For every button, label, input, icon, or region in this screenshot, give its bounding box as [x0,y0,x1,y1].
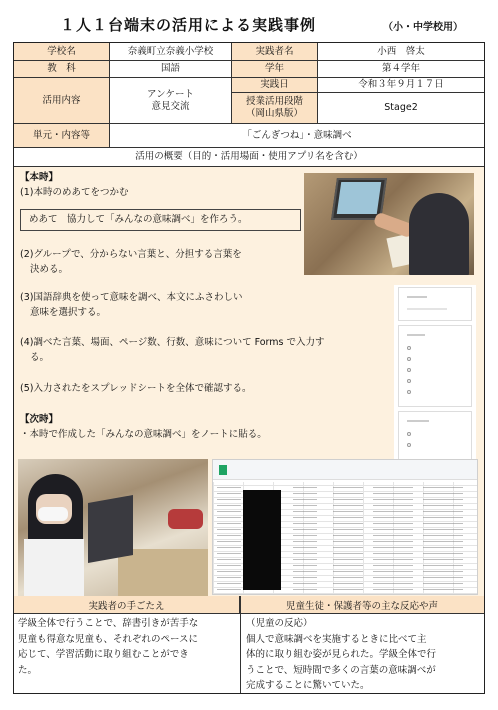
classroom-photo-student [18,459,208,597]
teacher-feedback-heading: 実践者の手ごたえ [14,596,240,614]
step-3-line2: 意味を選択する。 [30,307,107,318]
step-1: (1)本時のめあてをつかむ [20,187,129,198]
student-line: うことで、短時間で多くの言葉の意味調べが [246,664,436,676]
step-3-line1: (3)国語辞典を使って意味を調べ、本文にふさわしい [20,292,243,303]
unit-value: 「ごんぎつね」・意味調べ [110,124,484,148]
grade-label: 学年 [232,61,318,78]
overview-section [14,167,484,612]
spreadsheet-column [373,486,413,590]
spreadsheet-column [293,486,317,590]
classroom-photo-tablet [304,173,474,275]
spreadsheet-toolbar [213,460,477,480]
student-line: 完成することに驚いていた。 [246,680,370,691]
feedback-section [14,596,484,693]
spreadsheet-column [423,486,463,590]
teacher-value: 小西 啓太 [318,43,484,61]
jiji-label: 【次時】 [20,414,59,425]
school-value: 奈義町立奈義小学校 [110,43,232,61]
activity-value: アンケート 意見交流 [110,78,232,124]
activity-label: 活用内容 [14,78,110,124]
teacher-feedback-text [14,616,240,678]
teacher-line: 学級全体で行うことで、辞書引きが苦手な [18,618,199,629]
date-label: 実践日 [232,78,318,93]
subject-label: 教 科 [14,61,110,78]
spreadsheet-column [333,486,363,590]
date-value: 令和３年９月１７日 [318,78,484,93]
next-lesson: ・本時で作成した「みんなの意味調べ」をノートに貼る。 [20,429,267,440]
laptop-screen [337,182,381,214]
grade-value: 第４学年 [318,61,484,78]
mask-shape [38,507,68,521]
school-label: 学校名 [14,43,110,61]
page-title: １人１台端末の活用による実践事例 [60,16,317,34]
student-shape [409,193,469,275]
document-title [0,14,498,40]
page-subtitle: （小・中学校用） [383,22,463,33]
subject-value: 国語 [110,61,232,78]
form-page-card [398,411,472,461]
form-question-card [398,287,472,321]
desk-shape [118,549,208,597]
spreadsheet-screenshot [212,459,478,595]
unit-label: 単元・内容等 [14,124,110,148]
student-line: 個人で意味調べを実施するときに比べて主 [246,633,427,645]
sheets-icon [219,465,227,475]
student-shirt-shape [24,539,84,597]
step-4-line2: る。 [30,352,50,363]
stage-value: Stage2 [318,93,484,124]
divider [240,596,241,693]
redacted-names [243,490,281,590]
form-choice-card [398,325,472,407]
step-2-line1: (2)グループで、分からない言葉と、分担する言葉を [20,249,242,260]
report-sheet [13,42,485,694]
teacher-label: 実践者名 [232,43,318,61]
student-feedback-text [242,616,484,694]
stage-label: 授業活用段階 （岡山県版） [232,93,318,124]
teacher-line: 応じて、学習活動に取り組むことができ [18,649,189,660]
laptop-shape [88,495,133,563]
spreadsheet-column [217,486,241,590]
step-4-line1: (4)調べた言葉、場面、ページ数、行数、意味について Forms で入力す [20,337,325,348]
honji-label: 【本時】 [20,172,59,183]
student-line: （児童の反応） [246,618,313,629]
teacher-line: 児童も得意な児童も、それぞれのペースに [18,633,199,645]
goal-box: めあて 協力して「みんなの意味調べ」を作ろう。 [20,209,301,231]
teacher-line: た。 [18,664,38,676]
student-feedback-heading: 児童生徒・保護者等の主な反応や声 [240,596,484,614]
overview-heading: 活用の概要（目的・活用場面・使用アプリ名を含む） [14,148,484,167]
student-line: 体的に取り組む姿が見られた。学級全体で行 [246,649,437,660]
step-5: (5)入力されたをスプレッドシートを全体で確認する。 [20,383,252,394]
pencil-case-shape [168,509,203,529]
step-2-line2: 決める。 [30,264,69,275]
